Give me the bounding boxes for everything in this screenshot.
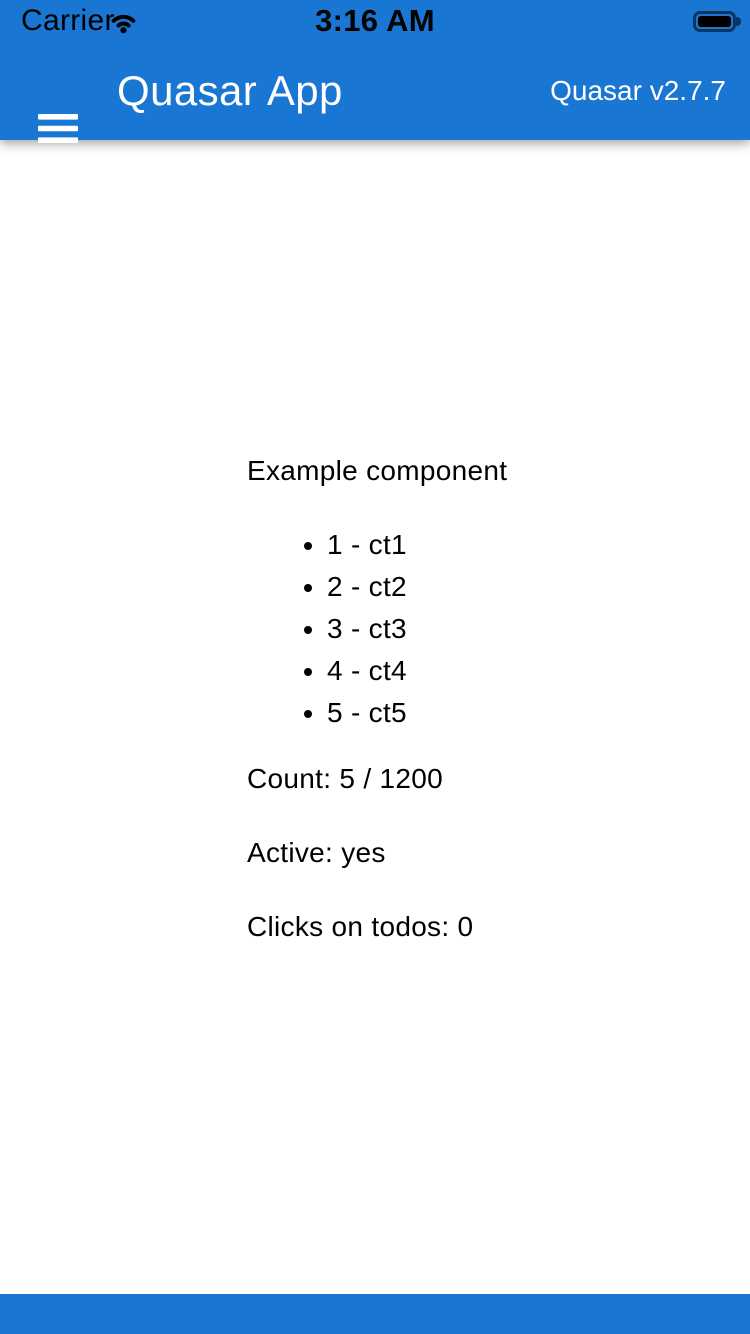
- todo-item[interactable]: • 1 - ct1: [327, 524, 507, 566]
- toolbar: [0, 40, 750, 140]
- todo-item[interactable]: • 2 - ct2: [327, 566, 507, 608]
- app-title: Quasar App: [117, 67, 343, 114]
- hamburger-icon: [38, 114, 78, 146]
- count-label: Count: 5 / 1200: [247, 763, 443, 794]
- todo-item[interactable]: • 5 - ct5: [327, 692, 507, 734]
- status-time: 3:16 AM: [315, 3, 435, 38]
- carrier-label: Carrier: [21, 4, 115, 37]
- todo-list: [247, 524, 507, 734]
- example-component-heading: Example component: [247, 455, 508, 486]
- todo-item[interactable]: • 4 - ct4: [327, 650, 507, 692]
- clicks-label: Clicks on todos: 0: [247, 911, 474, 942]
- footer-bar: [0, 1294, 750, 1334]
- battery-icon: [693, 11, 741, 32]
- status-bar: [0, 0, 750, 40]
- app-header: [0, 0, 750, 140]
- active-label: Active: yes: [247, 837, 386, 868]
- version-label: Quasar v2.7.7: [550, 75, 726, 106]
- todo-item[interactable]: • 3 - ct3: [327, 608, 507, 650]
- menu-button[interactable]: [18, 90, 98, 170]
- page-content: [247, 450, 507, 980]
